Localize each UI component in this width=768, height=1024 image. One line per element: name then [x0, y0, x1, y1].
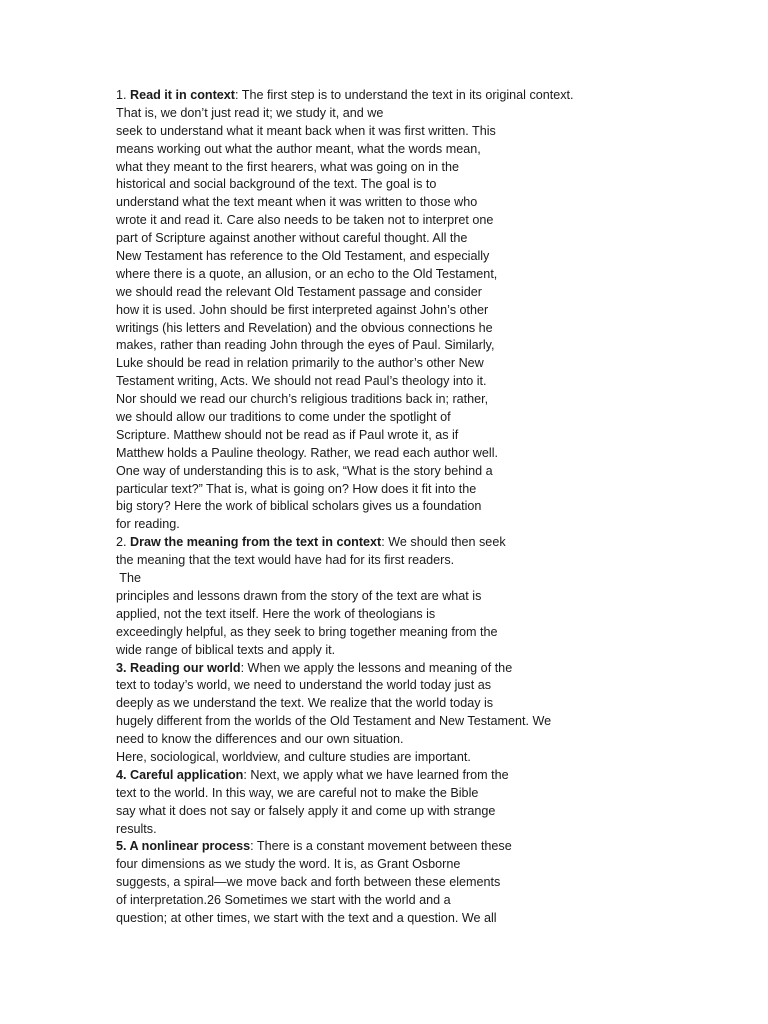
text-line — [116, 337, 756, 355]
text-line — [116, 194, 756, 212]
text-line — [116, 355, 756, 373]
text-line — [116, 713, 756, 731]
body-text: principles and lessons drawn from the story of the text are what is — [116, 588, 482, 603]
text-line — [116, 141, 756, 159]
text-line — [116, 212, 756, 230]
body-text: : Next, we apply what we have learned from the — [243, 767, 509, 782]
text-line — [116, 105, 756, 123]
body-text: hugely different from the worlds of the Old Testament and New Testament. We — [116, 714, 552, 729]
body-text: Luke should be read in relation primarily to the author’s other New — [116, 356, 484, 371]
text-line — [116, 642, 756, 660]
body-text: how it is used. John should be first interpreted against John’s other — [116, 302, 489, 317]
body-text: Testament writing, Acts. We should not read Paul’s theology into it. — [116, 374, 487, 389]
body-text: part of Scripture against another without careful thought. All the — [116, 231, 468, 246]
text-line — [116, 445, 756, 463]
text-line — [116, 498, 756, 516]
text-line — [116, 159, 756, 177]
body-text: need to know the differences and our own situation. — [116, 732, 404, 747]
text-line — [116, 856, 756, 874]
text-line — [116, 749, 756, 767]
text-line — [116, 552, 756, 570]
text-line — [116, 123, 756, 141]
text-line — [116, 660, 756, 678]
body-text: One way of understanding this is to ask, “What is the story behind a — [116, 463, 493, 478]
body-text: exceedingly helpful, as they seek to bring together meaning from the — [116, 624, 498, 639]
body-text: Matthew holds a Pauline theology. Rather, we read each author well. — [116, 445, 499, 460]
body-text: seek to understand what it meant back when it was first written. This — [116, 123, 496, 138]
body-text: That is, we don’t just read it; we study it, and we — [116, 105, 384, 120]
text-line — [116, 767, 756, 785]
text-line — [116, 588, 756, 606]
body-text: Scripture. Matthew should not be read as if Paul wrote it, as if — [116, 427, 459, 442]
body-text: historical and social background of the text. The goal is to — [116, 177, 437, 192]
body-text: New Testament has reference to the Old Testament, and especially — [116, 249, 490, 264]
body-text: deeply as we understand the text. We realize that the world today is — [116, 696, 494, 711]
text-line — [116, 838, 756, 856]
text-line — [116, 803, 756, 821]
body-text: 1. — [116, 88, 131, 102]
heading-text: Read it in context — [130, 88, 235, 102]
body-text: particular text?” That is, what is going on? How does it fit into the — [116, 481, 477, 496]
body-text: 2. — [116, 535, 131, 550]
heading-text: Draw the meaning from the text in context — [130, 535, 382, 550]
text-line — [116, 874, 756, 892]
body-text: for reading. — [116, 517, 180, 532]
text-line — [116, 516, 756, 534]
body-text: of interpretation.26 Sometimes we start with the world and a — [116, 893, 451, 908]
body-text: : When we apply the lessons and meaning of the — [240, 660, 513, 675]
body-text: text to today’s world, we need to understand the world today just as — [116, 678, 492, 693]
text-line — [116, 409, 756, 427]
heading-text: 4. Careful application — [116, 767, 244, 782]
text-line — [116, 534, 756, 552]
text-line — [116, 910, 756, 928]
body-text: four dimensions as we study the word. It is, as Grant Osborne — [116, 857, 461, 872]
body-text: wide range of biblical texts and apply it. — [116, 642, 336, 657]
text-line — [116, 373, 756, 391]
body-text: means working out what the author meant, what the words mean, — [116, 141, 481, 156]
body-text: say what it does not say or falsely apply it and come up with strange — [116, 803, 496, 818]
document-page — [116, 87, 756, 928]
text-line — [116, 463, 756, 481]
text-line — [116, 87, 756, 105]
body-text: the meaning that the text would have had for its first readers. — [116, 553, 455, 568]
body-text: : The first step is to understand the text in its original context. — [234, 88, 574, 102]
body-text: we should allow our traditions to come under the spotlight of — [116, 410, 451, 425]
body-text: text to the world. In this way, we are careful not to make the Bible — [116, 785, 479, 800]
text-line — [116, 284, 756, 302]
body-text: writings (his letters and Revelation) and the obvious connections he — [116, 320, 493, 335]
text-line — [116, 821, 756, 839]
text-line — [116, 731, 756, 749]
text-line — [116, 785, 756, 803]
body-text: where there is a quote, an allusion, or an echo to the Old Testament, — [116, 266, 498, 281]
body-text: Here, sociological, worldview, and culture studies are important. — [116, 749, 471, 764]
body-text: The — [116, 571, 141, 586]
body-text: big story? Here the work of biblical scholars gives us a foundation — [116, 499, 482, 514]
text-line — [116, 266, 756, 284]
text-line — [116, 230, 756, 248]
body-text: what they meant to the first hearers, what was going on in the — [116, 159, 460, 174]
body-text: results. — [116, 821, 157, 836]
body-text: question; at other times, we start with the text and a question. We all — [116, 910, 497, 925]
heading-text: 5. A nonlinear process — [116, 839, 251, 854]
text-line — [116, 427, 756, 445]
text-line — [116, 320, 756, 338]
body-text: understand what the text meant when it was written to those who — [116, 195, 478, 210]
text-line — [116, 391, 756, 409]
body-text: wrote it and read it. Care also needs to be taken not to interpret one — [116, 213, 494, 228]
body-text: makes, rather than reading John through the eyes of Paul. Similarly, — [116, 338, 495, 353]
text-line — [116, 176, 756, 194]
body-text: we should read the relevant Old Testament passage and consider — [116, 284, 482, 299]
body-text: suggests, a spiral—we move back and forth between these elements — [116, 875, 501, 890]
body-text: : We should then seek — [381, 535, 506, 550]
body-text: applied, not the text itself. Here the work of theologians is — [116, 606, 436, 621]
text-line — [116, 606, 756, 624]
body-text: : There is a constant movement between these — [250, 839, 512, 854]
text-line — [116, 892, 756, 910]
text-line — [116, 570, 756, 588]
body-text: Nor should we read our church’s religious traditions back in; rather, — [116, 392, 489, 407]
text-line — [116, 481, 756, 499]
text-line — [116, 248, 756, 266]
text-line — [116, 624, 756, 642]
text-line — [116, 677, 756, 695]
text-line — [116, 302, 756, 320]
heading-text: 3. Reading our world — [116, 660, 241, 675]
text-line — [116, 695, 756, 713]
